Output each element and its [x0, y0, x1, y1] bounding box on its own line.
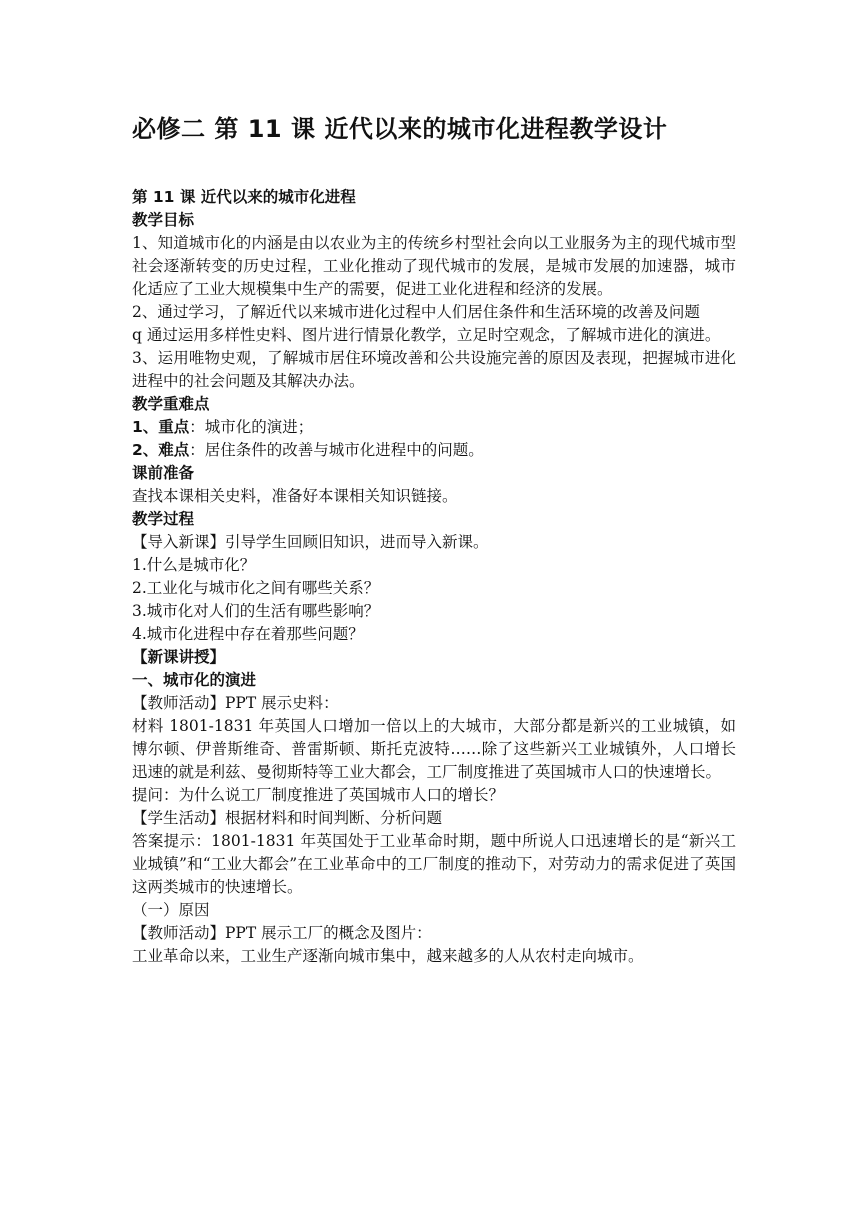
- question-item: 4.城市化进程中存在着那些问题？: [132, 625, 364, 643]
- question-item: 3.城市化对人们的生活有哪些影响？: [132, 602, 380, 620]
- question-item: 2.工业化与城市化之间有哪些关系？: [132, 579, 380, 597]
- student-activity-1: 【学生活动】根据材料和时间判断、分析问题: [132, 809, 443, 827]
- key-point-1: [132, 416, 736, 439]
- objective-item-1: 1、知道城市化的内涵是由以农业为主的传统乡村型社会向以工业服务为主的现代城市型社会逐渐转变的历史过程，工业化推动了现代城市的发展，是城市发展的加速器，城市化适应了工业大规模集中生产的需要，促进工业化进程和经济的发展。: [132, 234, 736, 298]
- objectives-heading: 教学目标: [132, 211, 195, 229]
- teacher-activity-2: 【教师活动】PPT 展示工厂的概念及图片：: [132, 924, 432, 942]
- objective-item-2: 2、通过学习，了解近代以来城市进化过程中人们居住条件和生活环境的改善及问题: [132, 303, 700, 321]
- answer-1: 答案提示：1801-1831 年英国处于工业革命时期，题中所说人口迅速增长的是“新兴工业城镇”和“工业大都会”在工业革命中的工厂制度的推动下，对劳动力的需求促进了英国这两类城市的快速增长。: [132, 832, 736, 896]
- preparation-text: 查找本课相关史料，准备好本课相关知识链接。: [132, 487, 458, 505]
- lesson-heading: 第 11 课 近代以来的城市化进程: [132, 188, 356, 206]
- objective-item-2b: q 通过运用多样性史料、图片进行情景化教学，立足时空观念，了解城市进化的演进。: [132, 326, 721, 344]
- section-1-heading: 一、城市化的演进: [132, 671, 257, 689]
- key-point-2: [132, 439, 736, 462]
- preparation-heading: 课前准备: [132, 464, 195, 482]
- key-point-1-label: 1、重点: [132, 418, 190, 436]
- document-body: [132, 186, 736, 968]
- document-title: 必修二 第 11 课 近代以来的城市化进程教学设计: [132, 115, 668, 143]
- key-point-2-text: ：居住条件的改善与城市化进程中的问题。: [189, 441, 484, 459]
- question-item: 1.什么是城市化？: [132, 556, 256, 574]
- key-point-2-label: 2、难点: [132, 441, 190, 459]
- question-1: 提问：为什么说工厂制度推进了英国城市人口的增长？: [132, 786, 505, 804]
- material-1: 材料 1801-1831 年英国人口增加一倍以上的大城市，大部分都是新兴的工业城镇，如博尔顿、伊普斯维奇、普雷斯顿、斯托克波特……除了这些新兴工业城镇外，人口增长迅速的就是利兹、曼彻斯特等工业大都会，工厂制度推进了英国城市人口的快速增长。: [132, 717, 736, 781]
- new-lesson-heading: 【新课讲授】: [132, 648, 226, 666]
- closing-paragraph: 工业革命以来，工业生产逐渐向城市集中，越来越多的人从农村走向城市。: [132, 947, 644, 965]
- key-points-heading: 教学重难点: [132, 395, 210, 413]
- process-heading: 教学过程: [132, 510, 195, 528]
- objective-item-3: 3、运用唯物史观，了解城市居住环境改善和公共设施完善的原因及表现，把握城市进化进程中的社会问题及其解决办法。: [132, 349, 736, 390]
- key-point-1-text: ：城市化的演进；: [189, 418, 314, 436]
- teacher-activity-1: 【教师活动】PPT 展示史料：: [132, 694, 339, 712]
- subsection-1-heading: （一）原因: [132, 901, 210, 919]
- intro-paragraph: 【导入新课】引导学生回顾旧知识，进而导入新课。: [132, 533, 489, 551]
